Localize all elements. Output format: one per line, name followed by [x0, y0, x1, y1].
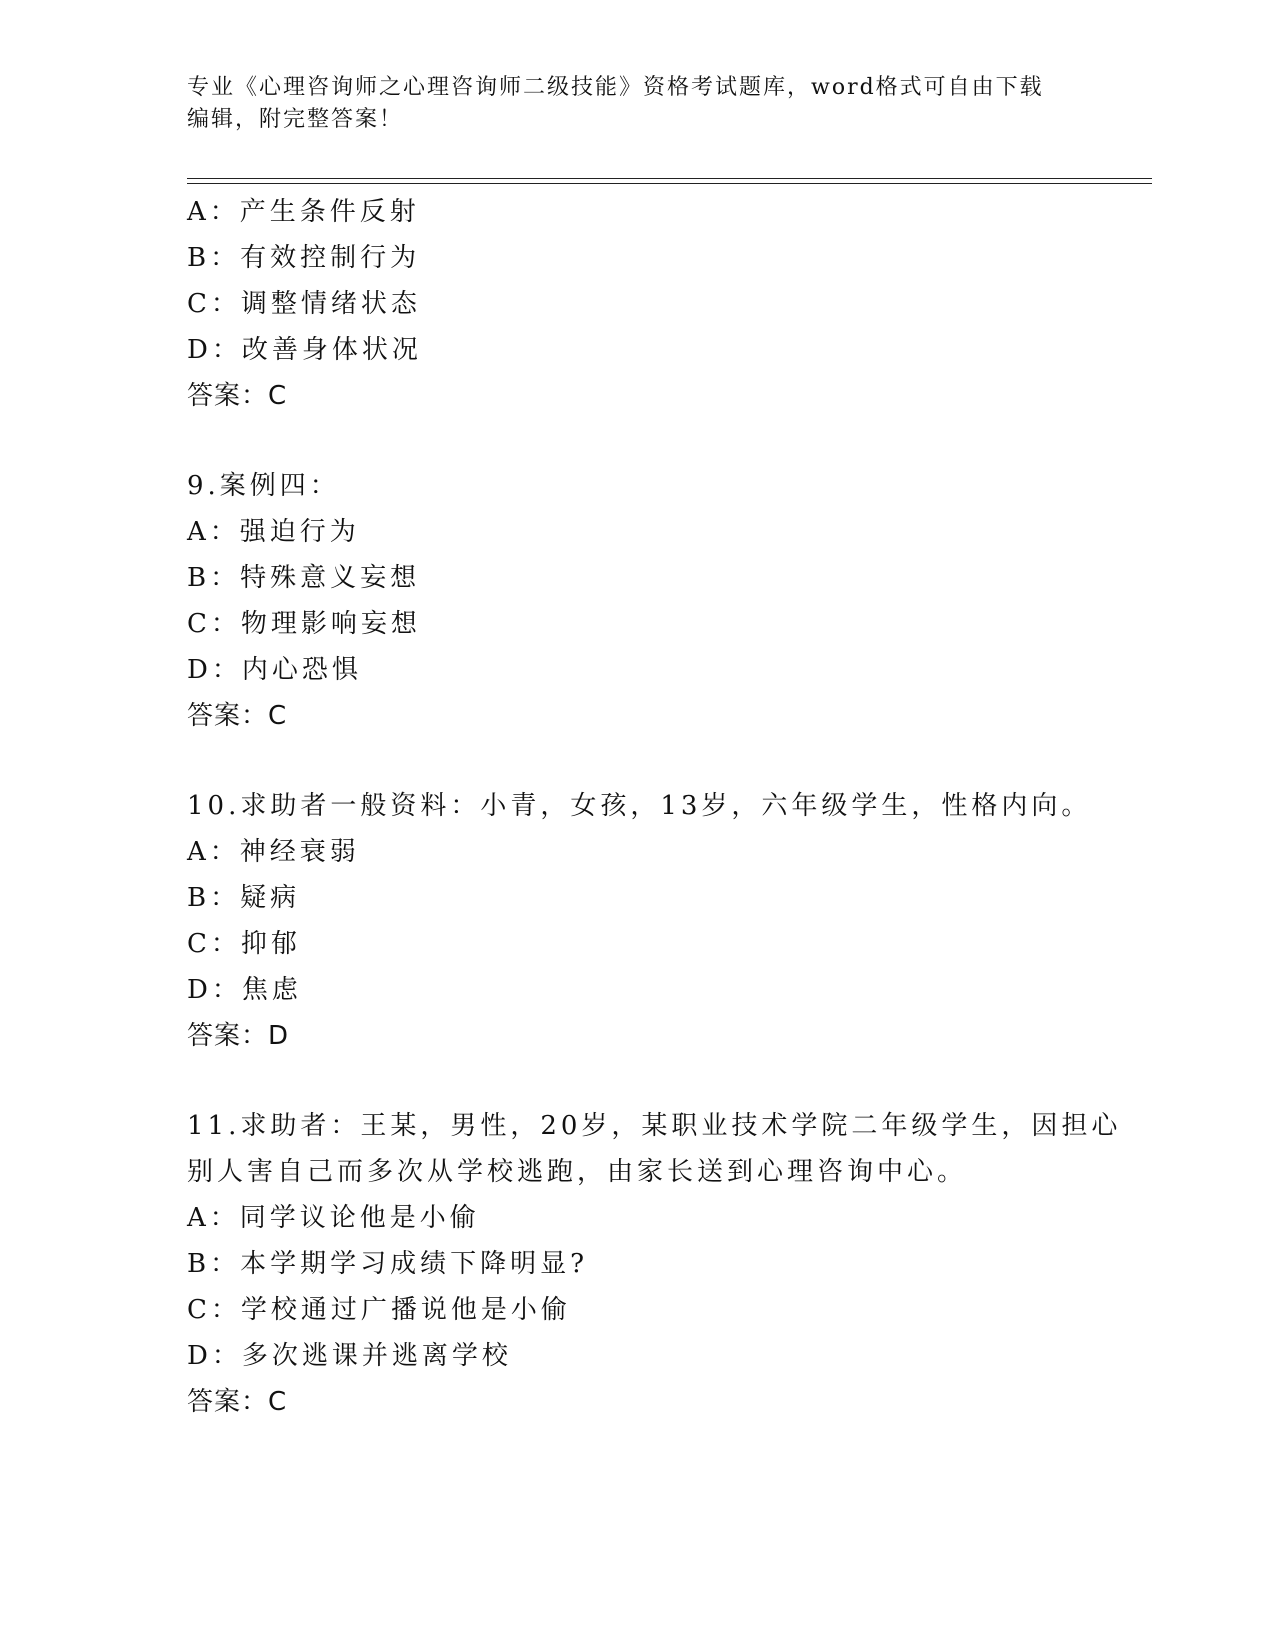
option-c: C：学校通过广播说他是小偷: [187, 1295, 571, 1325]
answer: 答案：C: [187, 381, 288, 411]
answer: 答案：D: [187, 1021, 290, 1051]
question-list: [187, 189, 1122, 1425]
question-stem: 10.求助者一般资料：小青，女孩，13岁，六年级学生，性格内向。: [187, 791, 1092, 821]
option-b: B：有效控制行为: [187, 243, 421, 273]
option-c: C：调整情绪状态: [187, 289, 421, 319]
header-line-2: 编辑，附完整答案！: [187, 107, 404, 132]
document-header: [187, 72, 1087, 136]
option-a: A：神经衰弱: [187, 837, 360, 867]
question-stem-line-2: 别人害自己而多次从学校逃跑，由家长送到心理咨询中心。: [187, 1157, 968, 1187]
question-11: [187, 1103, 1122, 1425]
question-stem-line-1: 11.求助者：王某，男性，20岁，某职业技术学院二年级学生，因担心: [187, 1111, 1122, 1141]
option-b: B：疑病: [187, 883, 301, 913]
question-stem: 9.案例四：: [187, 471, 340, 501]
header-divider-top: [187, 178, 1152, 179]
question-10: [187, 783, 1092, 1059]
question-9: [187, 463, 1087, 739]
option-b: B：特殊意义妄想: [187, 563, 421, 593]
option-c: C：物理影响妄想: [187, 609, 421, 639]
header-divider-bottom: [187, 183, 1152, 184]
option-c: C：抑郁: [187, 929, 301, 959]
option-b: B：本学期学习成绩下降明显?: [187, 1249, 589, 1279]
answer: 答案：C: [187, 701, 288, 731]
option-d: D：内心恐惧: [187, 655, 362, 685]
option-d: D：改善身体状况: [187, 335, 422, 365]
option-a: A：强迫行为: [187, 517, 360, 547]
question-8: [187, 189, 1087, 419]
answer: 答案：C: [187, 1387, 288, 1417]
option-d: D：焦虑: [187, 975, 302, 1005]
option-a: A：同学议论他是小偷: [187, 1203, 480, 1233]
option-d: D：多次逃课并逃离学校: [187, 1341, 512, 1371]
option-a: A：产生条件反射: [187, 197, 420, 227]
header-line-1: 专业《心理咨询师之心理咨询师二级技能》资格考试题库，word格式可自由下载: [187, 75, 1044, 100]
